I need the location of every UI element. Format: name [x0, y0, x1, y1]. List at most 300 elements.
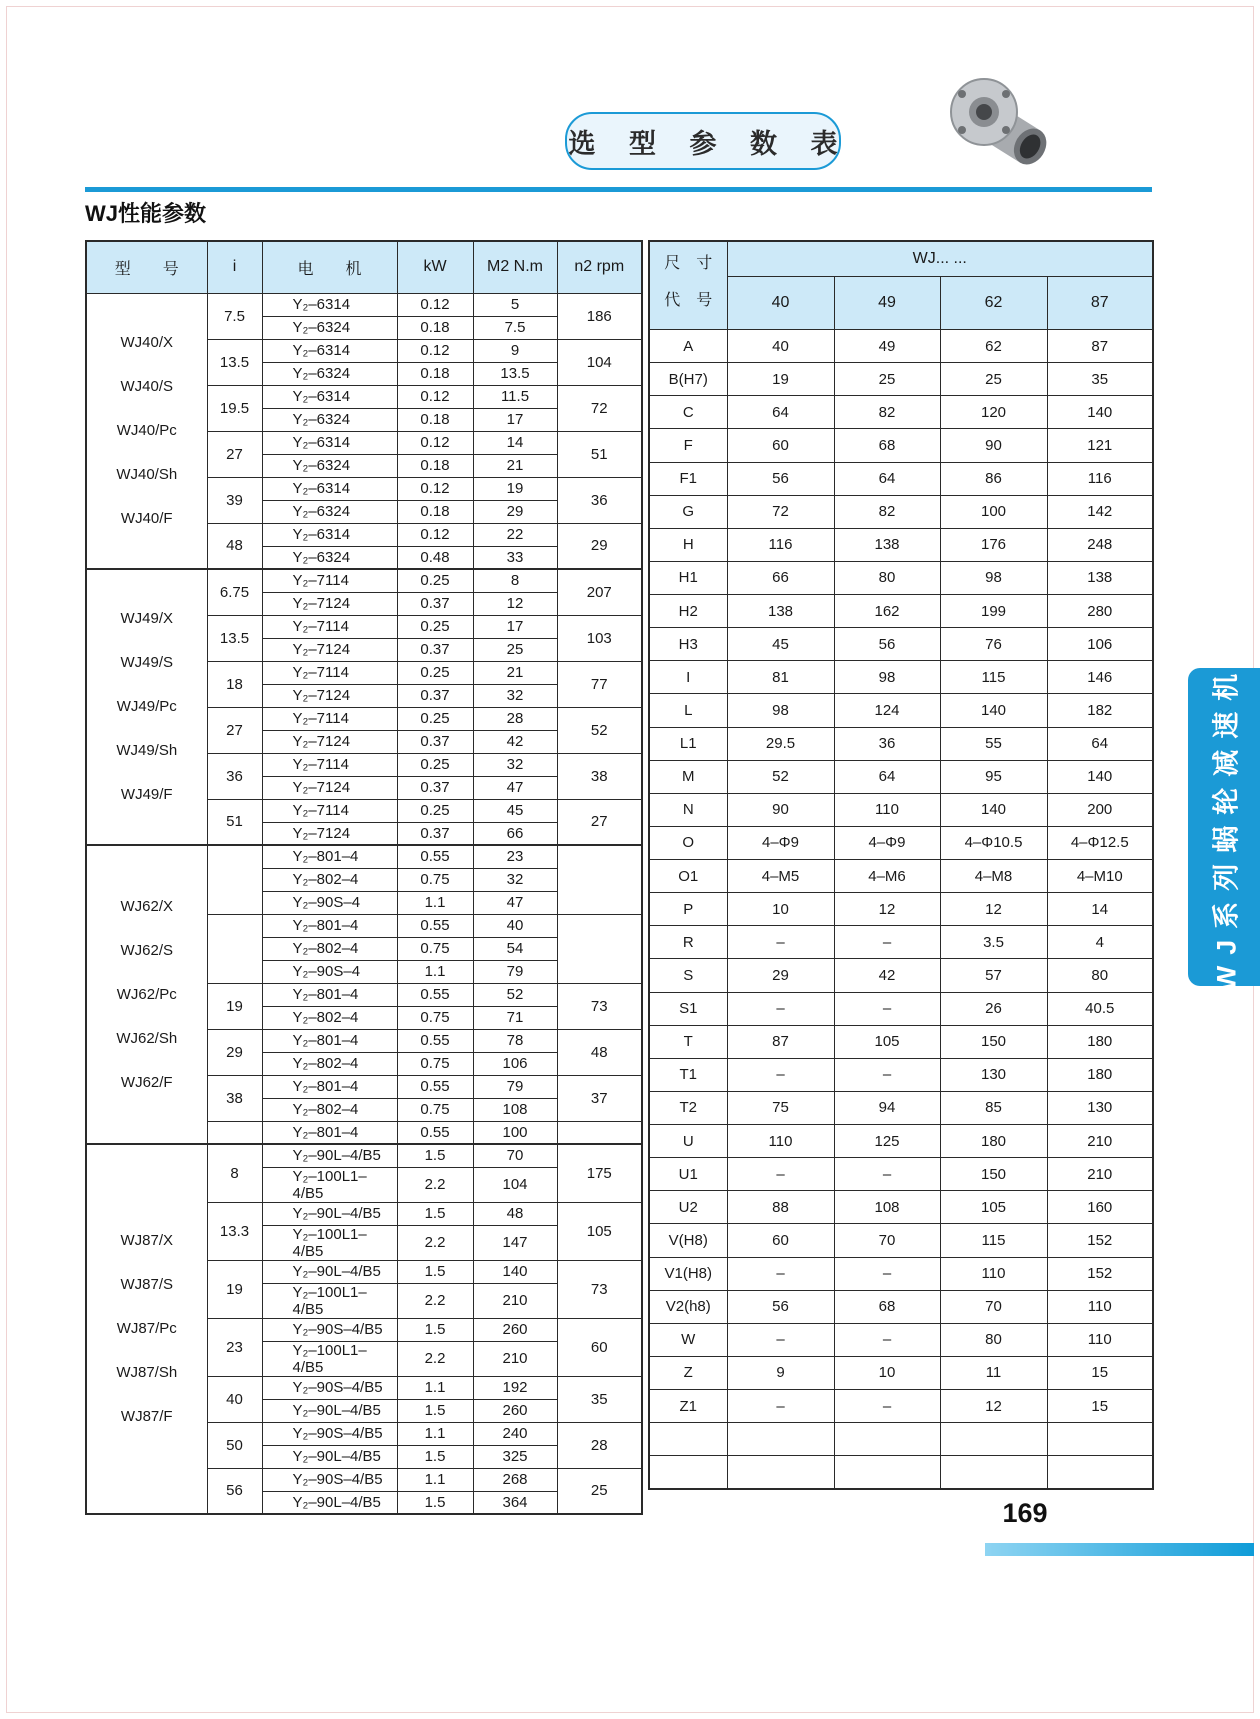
section-title: WJ性能参数 — [85, 201, 207, 226]
dim-value-cell: 182 — [1047, 694, 1153, 727]
speed-cell: 73 — [557, 1260, 642, 1318]
ratio-cell: 51 — [207, 799, 262, 845]
kw-cell: 0.75 — [397, 937, 473, 960]
motor-cell: Y₂–90L–4/B5 — [262, 1445, 397, 1468]
speed-cell: 48 — [557, 1029, 642, 1075]
speed-cell: 77 — [557, 661, 642, 707]
dim-code-cell: O — [649, 826, 727, 859]
motor-cell: Y₂–6314 — [262, 293, 397, 316]
dim-value-cell: 4–M6 — [834, 860, 940, 893]
kw-cell: 1.5 — [397, 1144, 473, 1167]
dim-value-cell: – — [727, 1158, 834, 1191]
motor-cell: Y₂–6314 — [262, 339, 397, 362]
dim-value-cell — [940, 1456, 1047, 1489]
kw-cell: 1.5 — [397, 1491, 473, 1514]
dim-value-cell: 98 — [727, 694, 834, 727]
dim-code-cell: L — [649, 694, 727, 727]
torque-cell: 79 — [473, 1075, 557, 1098]
motor-cell: Y₂–7114 — [262, 753, 397, 776]
dim-value-cell: 75 — [727, 1091, 834, 1124]
motor-cell: Y₂–6314 — [262, 431, 397, 454]
speed-cell: 186 — [557, 293, 642, 339]
perf-row — [86, 1144, 642, 1167]
dim-header-size: 87 — [1047, 277, 1153, 330]
motor-cell: Y₂–90S–4/B5 — [262, 1318, 397, 1341]
dim-value-cell: 40.5 — [1047, 992, 1153, 1025]
dim-header-series: WJ... ... — [727, 241, 1153, 277]
dim-row — [649, 1423, 1153, 1456]
dim-code-cell: H — [649, 528, 727, 561]
kw-cell: 0.37 — [397, 638, 473, 661]
speed-cell: 38 — [557, 753, 642, 799]
dim-code-cell: M — [649, 760, 727, 793]
ratio-cell — [207, 914, 262, 983]
dim-value-cell: 90 — [727, 793, 834, 826]
series-side-tab-label: WJ系列蜗轮减速机 — [1211, 662, 1242, 992]
torque-cell: 45 — [473, 799, 557, 822]
dim-code-cell: Z — [649, 1356, 727, 1389]
dim-value-cell: 152 — [1047, 1257, 1153, 1290]
dim-value-cell: 80 — [1047, 959, 1153, 992]
kw-cell: 0.75 — [397, 1006, 473, 1029]
dim-code-cell: O1 — [649, 860, 727, 893]
dim-value-cell: 106 — [1047, 628, 1153, 661]
ratio-cell: 23 — [207, 1318, 262, 1376]
kw-cell: 0.25 — [397, 615, 473, 638]
dim-row — [649, 760, 1153, 793]
dim-value-cell: 108 — [834, 1191, 940, 1224]
dim-code-cell — [649, 1423, 727, 1456]
kw-cell: 0.37 — [397, 776, 473, 799]
dim-header-code-line2: 代 号 — [664, 291, 713, 309]
motor-cell: Y₂–802–4 — [262, 1098, 397, 1121]
motor-cell: Y₂–90L–4/B5 — [262, 1491, 397, 1514]
kw-cell: 0.75 — [397, 868, 473, 891]
torque-cell: 268 — [473, 1468, 557, 1491]
dim-code-cell: U — [649, 1125, 727, 1158]
motor-cell: Y₂–6314 — [262, 523, 397, 546]
torque-cell: 54 — [473, 937, 557, 960]
series-side-tab — [1188, 662, 1260, 992]
speed-cell: 72 — [557, 385, 642, 431]
dim-code-cell: F1 — [649, 462, 727, 495]
torque-cell: 25 — [473, 638, 557, 661]
dim-code-cell: N — [649, 793, 727, 826]
speed-cell: 36 — [557, 477, 642, 523]
torque-cell: 192 — [473, 1376, 557, 1399]
dim-value-cell: 25 — [940, 363, 1047, 396]
torque-cell: 364 — [473, 1491, 557, 1514]
motor-cell: Y₂–801–4 — [262, 983, 397, 1006]
kw-cell: 1.1 — [397, 1376, 473, 1399]
ratio-cell: 18 — [207, 661, 262, 707]
dim-value-cell: 121 — [1047, 429, 1153, 462]
dim-code-cell: G — [649, 495, 727, 528]
dim-value-cell: – — [727, 926, 834, 959]
torque-cell: 8 — [473, 569, 557, 592]
dim-value-cell: – — [834, 992, 940, 1025]
speed-cell: 28 — [557, 1422, 642, 1468]
torque-cell: 147 — [473, 1225, 557, 1260]
torque-cell: 32 — [473, 684, 557, 707]
dim-value-cell: 94 — [834, 1091, 940, 1124]
dim-row — [649, 1456, 1153, 1489]
motor-cell: Y₂–7124 — [262, 730, 397, 753]
dim-row — [649, 528, 1153, 561]
perf-header-i: i — [207, 241, 262, 293]
dim-value-cell: 138 — [1047, 561, 1153, 594]
motor-cell: Y₂–90S–4 — [262, 891, 397, 914]
dim-value-cell: 150 — [940, 1025, 1047, 1058]
header-rule — [85, 187, 1152, 192]
dim-row — [649, 1158, 1153, 1191]
dim-value-cell: 81 — [727, 661, 834, 694]
dim-value-cell: 130 — [940, 1058, 1047, 1091]
dim-value-cell: 150 — [940, 1158, 1047, 1191]
dim-code-cell: U1 — [649, 1158, 727, 1191]
kw-cell: 0.18 — [397, 500, 473, 523]
dim-row — [649, 363, 1153, 396]
dim-value-cell: 60 — [727, 1224, 834, 1257]
dim-row — [649, 330, 1153, 363]
dim-value-cell: 4 — [1047, 926, 1153, 959]
torque-cell: 104 — [473, 1167, 557, 1202]
dim-value-cell: – — [834, 1323, 940, 1356]
torque-cell: 21 — [473, 661, 557, 684]
motor-cell: Y₂–801–4 — [262, 1121, 397, 1144]
kw-cell: 1.1 — [397, 891, 473, 914]
motor-cell: Y₂–6324 — [262, 408, 397, 431]
dim-code-cell: F — [649, 429, 727, 462]
ratio-cell: 40 — [207, 1376, 262, 1422]
dim-value-cell: 56 — [727, 462, 834, 495]
dim-value-cell: 76 — [940, 628, 1047, 661]
dim-value-cell: 142 — [1047, 495, 1153, 528]
dim-value-cell: 12 — [940, 1390, 1047, 1423]
dim-value-cell: 176 — [940, 528, 1047, 561]
speed-cell: 37 — [557, 1075, 642, 1121]
dim-row — [649, 429, 1153, 462]
motor-cell: Y₂–6324 — [262, 316, 397, 339]
ratio-cell: 56 — [207, 1468, 262, 1514]
dim-value-cell: – — [727, 1058, 834, 1091]
perf-header-row — [86, 241, 642, 293]
kw-cell: 0.37 — [397, 592, 473, 615]
torque-cell: 7.5 — [473, 316, 557, 339]
ratio-cell: 8 — [207, 1144, 262, 1202]
dim-row — [649, 926, 1153, 959]
torque-cell: 48 — [473, 1202, 557, 1225]
dim-value-cell: 110 — [1047, 1290, 1153, 1323]
ratio-cell — [207, 1121, 262, 1144]
ratio-cell: 27 — [207, 707, 262, 753]
dim-value-cell: 82 — [834, 396, 940, 429]
dim-value-cell: – — [834, 1390, 940, 1423]
dim-value-cell: 10 — [727, 893, 834, 926]
dim-value-cell: 87 — [727, 1025, 834, 1058]
motor-cell: Y₂–90S–4/B5 — [262, 1376, 397, 1399]
torque-cell: 33 — [473, 546, 557, 569]
motor-cell: Y₂–100L1–4/B5 — [262, 1283, 397, 1318]
dim-value-cell: 4–M8 — [940, 860, 1047, 893]
ratio-cell: 39 — [207, 477, 262, 523]
torque-cell: 52 — [473, 983, 557, 1006]
dim-value-cell: 110 — [940, 1257, 1047, 1290]
dim-code-cell: V(H8) — [649, 1224, 727, 1257]
dim-header-code-line1: 尺 寸 — [664, 254, 713, 272]
torque-cell: 71 — [473, 1006, 557, 1029]
torque-cell: 5 — [473, 293, 557, 316]
dim-value-cell: 87 — [1047, 330, 1153, 363]
dim-value-cell: 26 — [940, 992, 1047, 1025]
dim-value-cell: 210 — [1047, 1125, 1153, 1158]
torque-cell: 19 — [473, 477, 557, 500]
torque-cell: 23 — [473, 845, 557, 868]
dim-header-size: 49 — [834, 277, 940, 330]
dim-value-cell: 180 — [1047, 1025, 1153, 1058]
dim-value-cell: 55 — [940, 727, 1047, 760]
dim-row — [649, 694, 1153, 727]
motor-cell: Y₂–7124 — [262, 592, 397, 615]
dim-value-cell: 64 — [834, 462, 940, 495]
dimension-table — [648, 240, 1154, 1490]
motor-cell: Y₂–7124 — [262, 638, 397, 661]
ratio-cell: 29 — [207, 1029, 262, 1075]
speed-cell — [557, 845, 642, 914]
torque-cell: 210 — [473, 1283, 557, 1318]
dim-code-cell: T — [649, 1025, 727, 1058]
dim-value-cell: 210 — [1047, 1158, 1153, 1191]
dim-code-cell: S1 — [649, 992, 727, 1025]
header-badge-label: 选 型 参 数 表 — [568, 128, 851, 159]
kw-cell: 0.55 — [397, 845, 473, 868]
dim-row — [649, 1224, 1153, 1257]
kw-cell: 0.25 — [397, 569, 473, 592]
dim-value-cell: 82 — [834, 495, 940, 528]
dim-value-cell — [1047, 1423, 1153, 1456]
dim-code-cell: Z1 — [649, 1390, 727, 1423]
dim-value-cell: 80 — [940, 1323, 1047, 1356]
dim-value-cell: 29 — [727, 959, 834, 992]
dim-value-cell: 49 — [834, 330, 940, 363]
dim-value-cell: 125 — [834, 1125, 940, 1158]
dim-value-cell: 68 — [834, 429, 940, 462]
dim-value-cell: 88 — [727, 1191, 834, 1224]
dim-header-size: 40 — [727, 277, 834, 330]
footer-accent-bar — [985, 1543, 1254, 1556]
motor-cell: Y₂–90S–4/B5 — [262, 1422, 397, 1445]
perf-table-head — [86, 241, 642, 293]
gearbox-photo — [942, 72, 1050, 176]
dim-value-cell: 130 — [1047, 1091, 1153, 1124]
performance-table — [85, 240, 643, 1515]
kw-cell: 0.18 — [397, 316, 473, 339]
dim-row — [649, 1191, 1153, 1224]
motor-cell: Y₂–7114 — [262, 799, 397, 822]
dim-header-code — [649, 241, 727, 330]
dim-value-cell: 4–M10 — [1047, 860, 1153, 893]
dim-value-cell: 64 — [834, 760, 940, 793]
dim-value-cell: 72 — [727, 495, 834, 528]
kw-cell: 0.25 — [397, 753, 473, 776]
dim-value-cell: 64 — [1047, 727, 1153, 760]
kw-cell: 0.37 — [397, 822, 473, 845]
motor-cell: Y₂–801–4 — [262, 1075, 397, 1098]
dim-row — [649, 462, 1153, 495]
dim-value-cell: 140 — [940, 793, 1047, 826]
motor-cell: Y₂–7114 — [262, 661, 397, 684]
dim-value-cell: 70 — [940, 1290, 1047, 1323]
dim-value-cell: 10 — [834, 1356, 940, 1389]
dim-value-cell: 124 — [834, 694, 940, 727]
dim-row — [649, 1125, 1153, 1158]
torque-cell: 42 — [473, 730, 557, 753]
speed-cell: 175 — [557, 1144, 642, 1202]
dim-row — [649, 893, 1153, 926]
dim-value-cell: 138 — [727, 595, 834, 628]
ratio-cell: 38 — [207, 1075, 262, 1121]
dim-table-head — [649, 241, 1153, 330]
dim-value-cell: 86 — [940, 462, 1047, 495]
torque-cell: 40 — [473, 914, 557, 937]
perf-row — [86, 293, 642, 316]
dim-header-size: 62 — [940, 277, 1047, 330]
speed-cell: 25 — [557, 1468, 642, 1514]
motor-cell: Y₂–6314 — [262, 477, 397, 500]
dim-row — [649, 826, 1153, 859]
dim-row — [649, 959, 1153, 992]
dim-code-cell: T2 — [649, 1091, 727, 1124]
dim-value-cell — [834, 1456, 940, 1489]
motor-cell: Y₂–801–4 — [262, 1029, 397, 1052]
dim-value-cell: 152 — [1047, 1224, 1153, 1257]
kw-cell: 0.18 — [397, 454, 473, 477]
dim-code-cell: C — [649, 396, 727, 429]
motor-cell: Y₂–801–4 — [262, 914, 397, 937]
torque-cell: 47 — [473, 776, 557, 799]
dim-value-cell: 14 — [1047, 893, 1153, 926]
motor-cell: Y₂–6324 — [262, 362, 397, 385]
dim-value-cell: 140 — [1047, 396, 1153, 429]
motor-cell: Y₂–802–4 — [262, 937, 397, 960]
speed-cell: 60 — [557, 1318, 642, 1376]
dim-value-cell: 162 — [834, 595, 940, 628]
dim-value-cell: 199 — [940, 595, 1047, 628]
dim-table-body — [649, 330, 1153, 1490]
page-number: 169 — [1002, 1498, 1048, 1528]
dim-code-cell: B(H7) — [649, 363, 727, 396]
torque-cell: 14 — [473, 431, 557, 454]
perf-header-model: 型 号 — [86, 241, 207, 293]
dim-value-cell: 45 — [727, 628, 834, 661]
dim-value-cell — [834, 1423, 940, 1456]
dim-value-cell: – — [834, 1158, 940, 1191]
kw-cell: 0.12 — [397, 339, 473, 362]
dim-value-cell: 80 — [834, 561, 940, 594]
dim-value-cell — [727, 1423, 834, 1456]
perf-row — [86, 845, 642, 868]
dim-value-cell: 15 — [1047, 1356, 1153, 1389]
kw-cell: 0.12 — [397, 431, 473, 454]
kw-cell: 0.25 — [397, 661, 473, 684]
dim-value-cell: 95 — [940, 760, 1047, 793]
dim-code-cell: A — [649, 330, 727, 363]
torque-cell: 106 — [473, 1052, 557, 1075]
dim-code-cell: T1 — [649, 1058, 727, 1091]
ratio-cell — [207, 845, 262, 914]
dim-row — [649, 1025, 1153, 1058]
dim-value-cell: 9 — [727, 1356, 834, 1389]
dim-code-cell: H3 — [649, 628, 727, 661]
dim-code-cell: H2 — [649, 595, 727, 628]
kw-cell: 0.75 — [397, 1052, 473, 1075]
dim-value-cell — [727, 1456, 834, 1489]
dim-value-cell: 280 — [1047, 595, 1153, 628]
motor-cell: Y₂–90S–4/B5 — [262, 1468, 397, 1491]
torque-cell: 17 — [473, 615, 557, 638]
torque-cell: 13.5 — [473, 362, 557, 385]
dim-value-cell: 62 — [940, 330, 1047, 363]
header-badge — [565, 112, 851, 170]
dim-value-cell: – — [727, 1390, 834, 1423]
perf-row — [86, 569, 642, 592]
speed-cell: 29 — [557, 523, 642, 569]
dim-value-cell: 4–Φ9 — [834, 826, 940, 859]
dim-row — [649, 1058, 1153, 1091]
model-cell: WJ49/X WJ49/S WJ49/Pc WJ49/Sh WJ49/F — [86, 569, 207, 845]
dim-row — [649, 628, 1153, 661]
dim-value-cell: 4–M5 — [727, 860, 834, 893]
ratio-cell: 19 — [207, 1260, 262, 1318]
dim-value-cell: 4–Φ12.5 — [1047, 826, 1153, 859]
dim-value-cell: 4–Φ10.5 — [940, 826, 1047, 859]
motor-cell: Y₂–90L–4/B5 — [262, 1144, 397, 1167]
kw-cell: 1.5 — [397, 1202, 473, 1225]
torque-cell: 108 — [473, 1098, 557, 1121]
speed-cell: 207 — [557, 569, 642, 615]
dim-value-cell: – — [727, 1257, 834, 1290]
torque-cell: 260 — [473, 1318, 557, 1341]
dim-value-cell: 29.5 — [727, 727, 834, 760]
model-cell: WJ40/X WJ40/S WJ40/Pc WJ40/Sh WJ40/F — [86, 293, 207, 569]
kw-cell: 0.12 — [397, 523, 473, 546]
motor-cell: Y₂–90S–4 — [262, 960, 397, 983]
dim-value-cell: 12 — [940, 893, 1047, 926]
dim-value-cell: 36 — [834, 727, 940, 760]
dim-value-cell: 25 — [834, 363, 940, 396]
kw-cell: 1.1 — [397, 1468, 473, 1491]
motor-cell: Y₂–7114 — [262, 707, 397, 730]
ratio-cell: 19.5 — [207, 385, 262, 431]
torque-cell: 100 — [473, 1121, 557, 1144]
speed-cell: 73 — [557, 983, 642, 1029]
kw-cell: 0.25 — [397, 799, 473, 822]
motor-cell: Y₂–802–4 — [262, 1006, 397, 1029]
dim-value-cell — [1047, 1456, 1153, 1489]
dim-value-cell: 85 — [940, 1091, 1047, 1124]
dim-value-cell: 160 — [1047, 1191, 1153, 1224]
dim-code-cell: U2 — [649, 1191, 727, 1224]
torque-cell: 66 — [473, 822, 557, 845]
motor-cell: Y₂–6324 — [262, 500, 397, 523]
dim-value-cell: 64 — [727, 396, 834, 429]
ratio-cell: 27 — [207, 431, 262, 477]
perf-header-n2: n2 rpm — [557, 241, 642, 293]
kw-cell: 0.75 — [397, 1098, 473, 1121]
torque-cell: 47 — [473, 891, 557, 914]
model-cell: WJ62/X WJ62/S WJ62/Pc WJ62/Sh WJ62/F — [86, 845, 207, 1144]
motor-cell: Y₂–6324 — [262, 454, 397, 477]
